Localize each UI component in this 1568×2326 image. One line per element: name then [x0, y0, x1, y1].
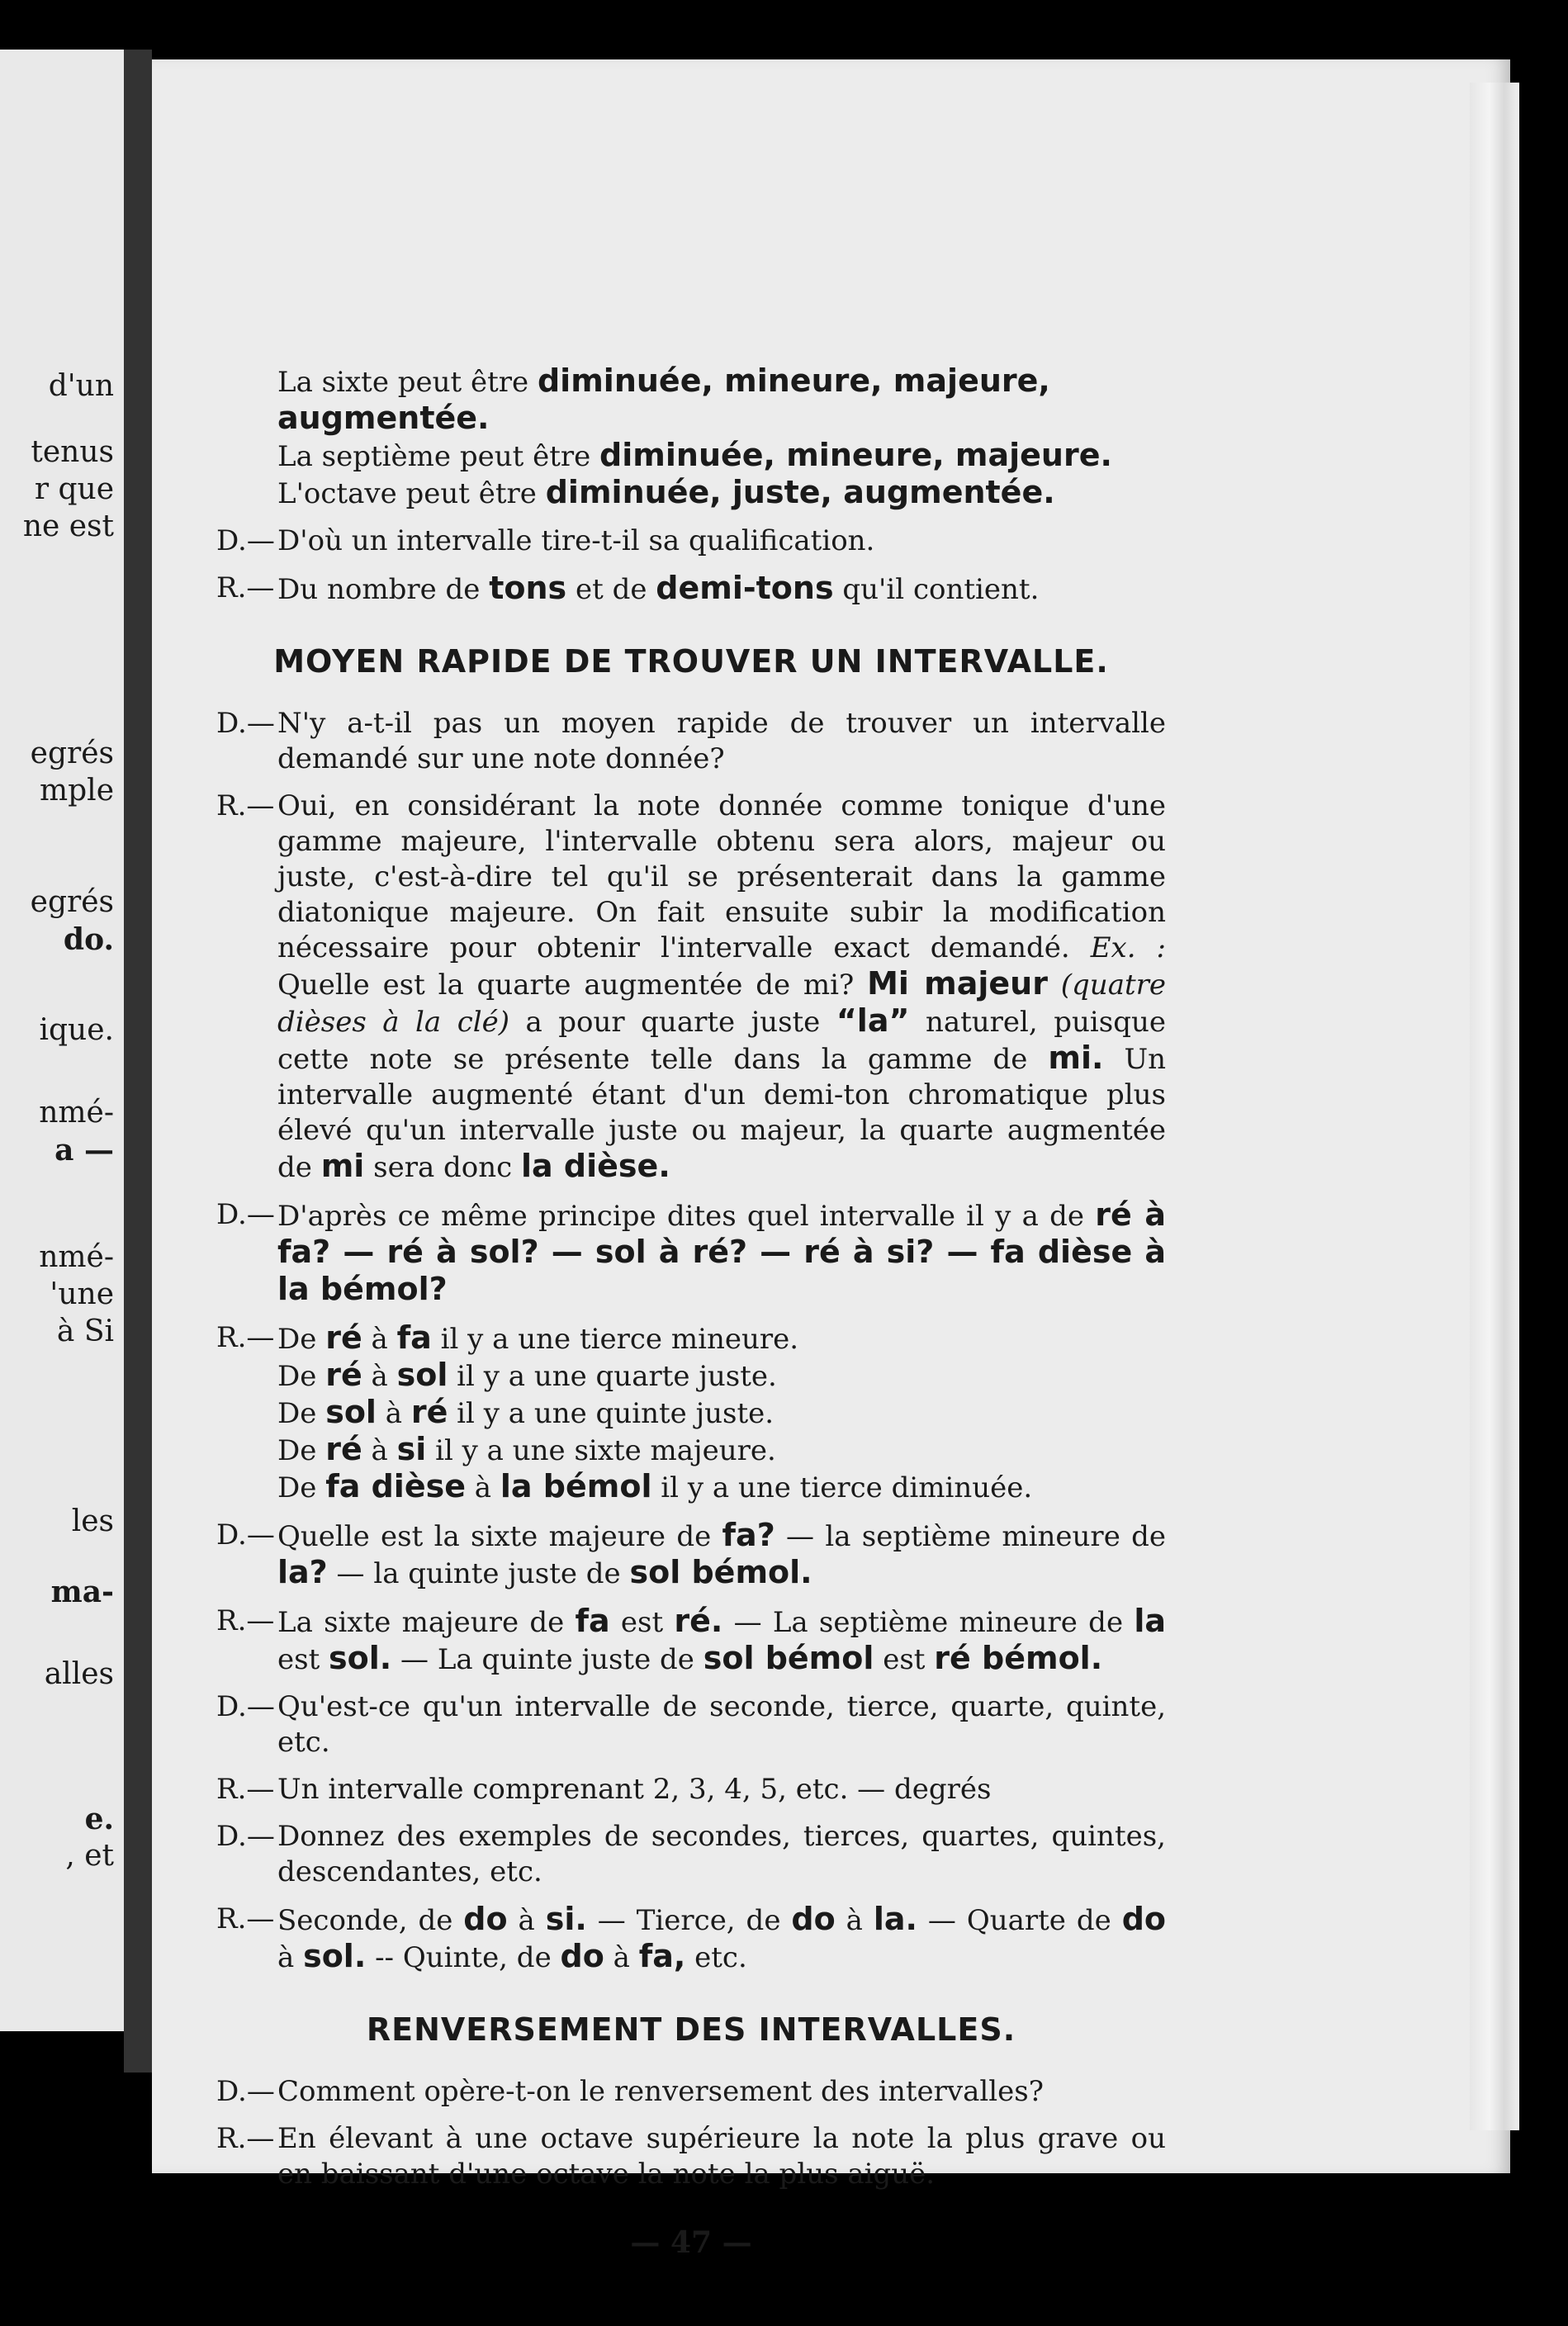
answer	[216, 2121, 1166, 2192]
bold-text: ré à fa? — ré à sol? — sol à ré? — ré à si? — fa dièse à la bémol?	[277, 1196, 1167, 1307]
text: à	[466, 1471, 500, 1504]
bold-text: “la”	[836, 1002, 910, 1039]
text: etc.	[685, 1941, 747, 1974]
bold-text: sol	[396, 1357, 448, 1393]
text: — La quinte juste de	[391, 1643, 703, 1676]
text: il y a une tierce diminuée.	[651, 1471, 1033, 1504]
italic-text: Ex. :	[1090, 931, 1166, 964]
bold-text: do	[560, 1938, 604, 1974]
question-text: Donnez des exemples de secondes, tierces, quartes, quintes, descendantes, etc.	[277, 1820, 1166, 1888]
text: est	[609, 1606, 675, 1639]
question-text: Qu'est-ce qu'un intervalle de seconde, tierce, quarte, quinte, etc.	[277, 1690, 1166, 1759]
facing-page	[0, 50, 124, 2031]
text: La sixte peut être	[277, 366, 538, 399]
text: à	[362, 1360, 397, 1393]
answer-text	[277, 1902, 1166, 1976]
section-heading: MOYEN RAPIDE DE TROUVER UN INTERVALLE.	[273, 643, 1109, 680]
bold-text: Mi majeur	[867, 965, 1048, 1002]
text: De	[277, 1397, 326, 1430]
facing-text: les	[71, 1504, 114, 1538]
bold-text: sol bémol	[703, 1640, 874, 1676]
text: à	[604, 1941, 639, 1974]
bold-text: do	[1121, 1901, 1166, 1937]
text: est	[874, 1643, 935, 1676]
text: De	[277, 1471, 326, 1504]
answer-line	[277, 1357, 1166, 1395]
answer-text	[277, 789, 1166, 1186]
question-label: D.—	[216, 1820, 275, 1853]
bold-text: ré.	[674, 1603, 723, 1639]
facing-text: mple	[40, 774, 114, 808]
answer-label: R.—	[216, 571, 275, 604]
question	[216, 523, 1166, 559]
facing-text: d'un	[48, 369, 114, 403]
question	[216, 706, 1166, 777]
bold-text: ré	[325, 1431, 362, 1467]
text: Quelle est la sixte majeure de	[277, 1520, 722, 1553]
facing-text: ma-	[50, 1575, 114, 1609]
text: -- Quinte, de	[366, 1941, 561, 1974]
text: — La septième mineure de	[722, 1606, 1135, 1639]
text: à	[376, 1397, 411, 1430]
question-label: D.—	[216, 2075, 275, 2108]
text: qu'il contient.	[833, 573, 1040, 606]
facing-text: nmé-	[39, 1096, 114, 1130]
book-gutter	[124, 50, 152, 2073]
text: à	[507, 1904, 546, 1937]
bold-text: si	[396, 1431, 427, 1467]
answer-text	[277, 1320, 1166, 1506]
facing-text: à Si	[56, 1315, 114, 1348]
bold-text: la dièse.	[521, 1148, 670, 1184]
sixte-line	[277, 363, 1166, 438]
bold-text: la bémol	[500, 1468, 652, 1504]
answer-line	[277, 1395, 1166, 1432]
page-edge	[1470, 83, 1519, 2130]
text: à	[835, 1904, 874, 1937]
answer	[216, 1320, 1166, 1506]
bold-text: diminuée, mineure, majeure.	[599, 437, 1112, 473]
bold-text: mi	[320, 1148, 365, 1184]
answer-label: R.—	[216, 1902, 275, 1935]
facing-text: egrés	[30, 737, 114, 770]
bold-text: sol	[325, 1394, 377, 1430]
bold-text: ré	[325, 1357, 362, 1393]
question-text: Comment opère-t-on le renversement des intervalles?	[277, 2075, 1044, 2108]
text: à	[362, 1323, 397, 1356]
text: Seconde, de	[277, 1904, 464, 1937]
answer-label: R.—	[216, 1604, 275, 1637]
text: il y a une sixte majeure.	[426, 1434, 776, 1467]
text: est	[277, 1643, 329, 1676]
bold-text: sol bémol.	[629, 1554, 812, 1590]
bold-text: fa	[396, 1319, 432, 1356]
interval-qualities	[216, 363, 1166, 512]
text: — la quinte juste de	[327, 1557, 630, 1590]
answer-line	[277, 1432, 1166, 1469]
bold-text: sol.	[303, 1938, 367, 1974]
question-label: D.—	[216, 707, 275, 740]
facing-text: nmé-	[39, 1240, 114, 1274]
question	[216, 1689, 1166, 1760]
bold-text: la	[1134, 1603, 1166, 1639]
text: Oui, en considérant la note donnée comme tonique d'une gamme majeure, l'intervalle obtenu sera alors, majeur ou juste, c'est-à-dire tel qu'il se présenterait dans la gamme diatonique majeure. On fait ensuite subir la modification nécessaire pour obtenir l'intervalle exact demandé.	[277, 789, 1166, 964]
answer	[216, 1902, 1166, 1976]
answer-label: R.—	[216, 1321, 275, 1354]
question-text: N'y a-t-il pas un moyen rapide de trouver un intervalle demandé sur une note donnée?	[277, 707, 1166, 775]
question	[216, 1518, 1166, 1592]
text: Du nombre de	[277, 573, 490, 606]
bold-text: ré	[410, 1394, 448, 1430]
bold-text: mi.	[1048, 1040, 1104, 1076]
text: à	[277, 1941, 304, 1974]
answer	[216, 571, 1166, 608]
question	[216, 1819, 1166, 1890]
question-text: D'où un intervalle tire-t-il sa qualification.	[277, 524, 875, 557]
text: naturel, puisque cette note se présente telle dans la gamme de	[277, 1006, 1166, 1076]
text: De	[277, 1360, 326, 1393]
facing-text: egrés	[30, 885, 114, 919]
question-label: D.—	[216, 1198, 275, 1231]
facing-text: alles	[44, 1657, 114, 1691]
question-label: D.—	[216, 524, 275, 557]
question	[216, 2074, 1166, 2110]
answer-text	[277, 571, 1166, 608]
answer-label: R.—	[216, 1773, 275, 1806]
text: La sixte majeure de	[277, 1606, 576, 1639]
question-label: D.—	[216, 1518, 275, 1551]
text: il y a une quarte juste.	[448, 1360, 777, 1393]
facing-text: do.	[63, 922, 114, 957]
page-content	[216, 363, 1166, 2261]
bold-text: ré bémol.	[934, 1640, 1103, 1676]
section-heading: RENVERSEMENT DES INTERVALLES.	[366, 2011, 1016, 2048]
text: L'octave peut être	[277, 477, 546, 510]
answer-text	[277, 1604, 1166, 1678]
facing-text: e.	[84, 1802, 114, 1836]
answer-label: R.—	[216, 789, 275, 822]
text: sera donc	[364, 1151, 522, 1184]
answer	[216, 789, 1166, 1186]
octave-line	[277, 475, 1166, 512]
facing-text: a —	[54, 1133, 114, 1168]
bold-text: la.	[873, 1901, 917, 1937]
bold-text: diminuée, juste, augmentée.	[545, 474, 1055, 510]
bold-text: ré	[325, 1319, 362, 1356]
text: De	[277, 1323, 326, 1356]
question-text	[277, 1197, 1166, 1309]
question-text	[277, 1518, 1166, 1592]
bold-text: tons	[489, 570, 567, 606]
text: La septième peut être	[277, 440, 600, 473]
bold-text: fa?	[722, 1517, 775, 1553]
answer-text: En élevant à une octave supérieure la note la plus grave ou en baissant d'une octave la note la plus aiguë.	[277, 2122, 1166, 2191]
answer	[216, 1604, 1166, 1678]
bold-text: fa,	[638, 1938, 686, 1974]
text: et de	[566, 573, 656, 606]
answer-text: Un intervalle comprenant 2, 3, 4, 5, etc. — degrés	[277, 1773, 992, 1806]
text: à	[362, 1434, 397, 1467]
bold-text: diminuée, mineure, majeure, augmentée.	[277, 362, 1050, 436]
facing-text: ne est	[22, 509, 114, 543]
bold-text: fa dièse	[325, 1468, 466, 1504]
question-label: D.—	[216, 1690, 275, 1723]
text: a pour quarte juste	[509, 1006, 836, 1039]
question	[216, 1197, 1166, 1309]
text: D'après ce même principe dites quel intervalle il y a de	[277, 1200, 1096, 1233]
text: il y a une quinte juste.	[448, 1397, 775, 1430]
facing-text: tenus	[31, 435, 114, 469]
answer-line	[277, 1320, 1166, 1357]
facing-text: , et	[65, 1839, 114, 1873]
facing-text: ique.	[39, 1013, 114, 1047]
bold-text: si.	[545, 1901, 587, 1937]
answer-label: R.—	[216, 2122, 275, 2155]
facing-text: 'une	[50, 1277, 114, 1311]
bold-text: sol.	[329, 1640, 392, 1676]
text: — la septième mineure de	[775, 1520, 1166, 1553]
answer-line	[277, 1469, 1166, 1506]
text: — Quarte de	[917, 1904, 1122, 1937]
page-number: — 47 —	[630, 2225, 752, 2260]
bold-text: do	[791, 1901, 836, 1937]
bold-text: demi-tons	[656, 570, 834, 606]
bold-text: fa	[575, 1603, 610, 1639]
text: — Tierce, de	[586, 1904, 792, 1937]
facing-text: r que	[34, 472, 114, 506]
septieme-line	[277, 438, 1166, 475]
text: De	[277, 1434, 326, 1467]
bold-text: do	[463, 1901, 508, 1937]
italic-text: (quatre dièses à la clé)	[277, 969, 1167, 1039]
text: Un intervalle augmenté étant d'un demi-ton chromatique plus élevé qu'un intervalle juste ou majeur, la quarte augmentée de	[277, 1043, 1166, 1184]
text: Quelle est la quarte augmentée de mi?	[277, 969, 868, 1002]
bold-text: la?	[277, 1554, 328, 1590]
answer	[216, 1772, 1166, 1807]
text: il y a une tierce mineure.	[431, 1323, 799, 1356]
